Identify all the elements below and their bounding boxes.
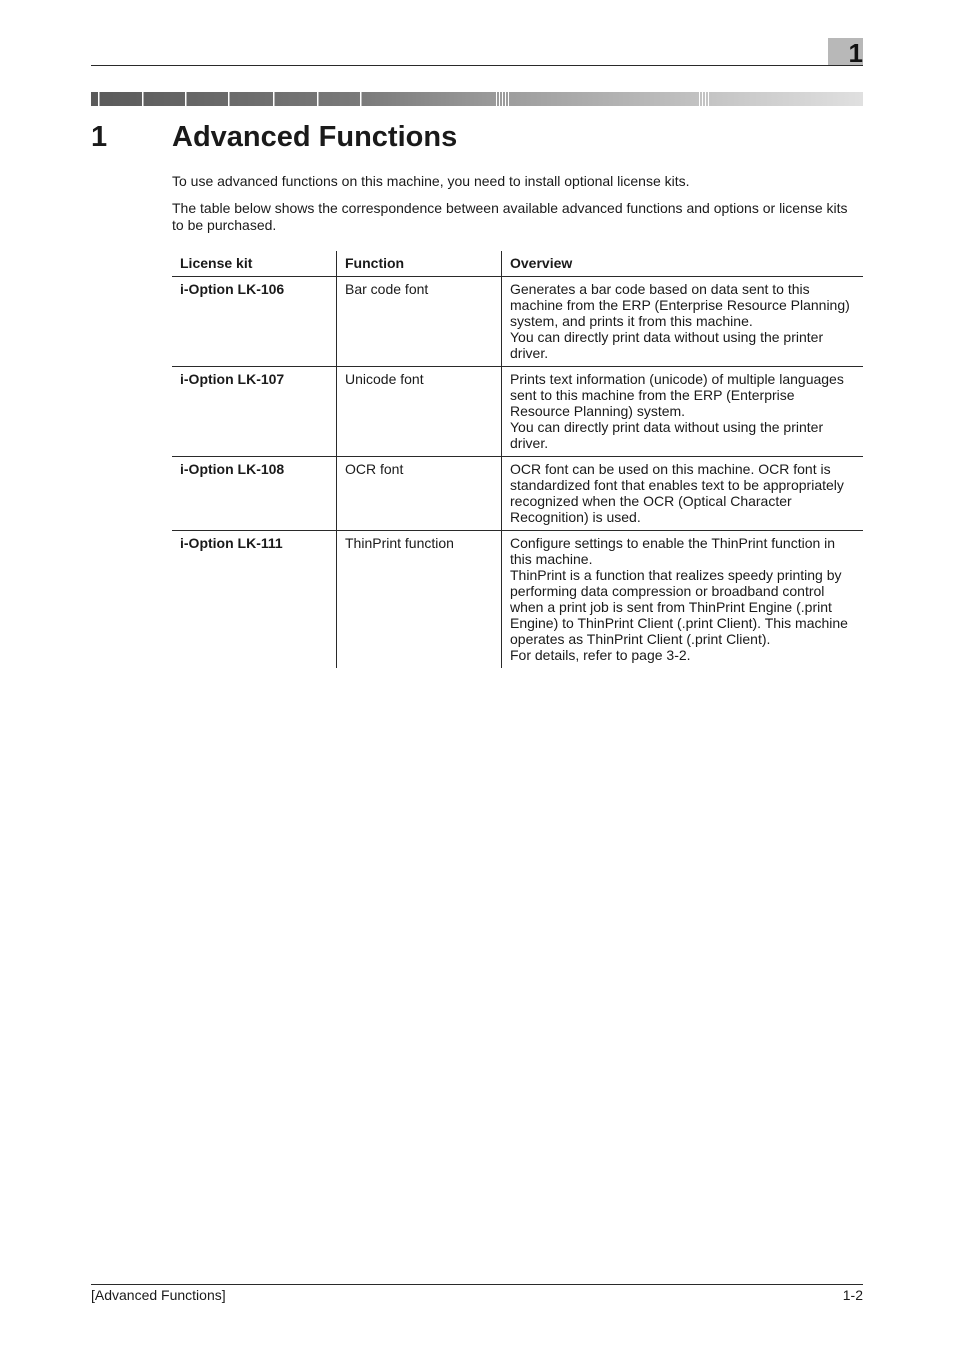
table-row [172, 530, 863, 668]
license-kit-cell: i-Option LK-107 [180, 370, 285, 387]
chapter-tab-number: 1 [848, 38, 863, 68]
overview-line: For details, refer to page 3-2. [510, 646, 691, 663]
header-rule [91, 65, 863, 66]
header-function: Function [337, 251, 502, 276]
license-kit-cell: i-Option LK-108 [180, 460, 285, 477]
table-header-row [172, 251, 863, 276]
license-kit-cell: i-Option LK-111 [180, 534, 283, 551]
overview-line: You can directly print data without using the printer driver. [510, 418, 824, 451]
overview-cell [502, 530, 864, 668]
header-license-kit: License kit [180, 255, 253, 271]
overview-line: Prints text information (unicode) of multiple languages sent to this machine from the ERP (Enterprise Resource Planning) system. [510, 370, 844, 419]
function-cell: ThinPrint function [337, 530, 502, 668]
footer-section-title: [Advanced Functions] [91, 1287, 226, 1303]
chapter-tab [828, 38, 863, 68]
overview-cell [502, 276, 864, 366]
table-row [172, 456, 863, 530]
overview-line: Generates a bar code based on data sent to this machine from the ERP (Enterprise Resource Planning) system, and prints it from this machine. [510, 280, 850, 329]
chapter-number: 1 [91, 121, 108, 153]
footer-page-number: 1-2 [842, 1287, 863, 1303]
header-overview: Overview [502, 251, 864, 276]
table-row [172, 366, 863, 456]
intro-paragraph-2: The table below shows the correspondence between available advanced functions and options or license kits to be purchased. [172, 200, 848, 233]
decorative-gradient-bar [91, 92, 863, 106]
overview-line: OCR font can be used on this machine. OCR font is standardized font that enables text to be appropriately recognized when the OCR (Optical Character Recognition) is used. [510, 460, 844, 525]
intro-paragraph-1: To use advanced functions on this machine, you need to install optional license kits. [172, 173, 690, 189]
footer-rule [91, 1284, 863, 1285]
chapter-heading [91, 118, 863, 158]
table-row [172, 276, 863, 366]
license-kit-table [172, 251, 863, 668]
function-cell: Unicode font [337, 366, 502, 456]
function-cell: Bar code font [337, 276, 502, 366]
overview-cell [502, 366, 864, 456]
chapter-title: Advanced Functions [172, 121, 458, 153]
overview-cell [502, 456, 864, 530]
overview-line: Configure settings to enable the ThinPrint function in this machine. [510, 534, 836, 567]
function-cell: OCR font [337, 456, 502, 530]
overview-line: You can directly print data without using the printer driver. [510, 328, 824, 361]
overview-line: ThinPrint is a function that realizes speedy printing by performing data compression or broadband control when a print job is sent from ThinPrint Engine (.print Engine) to ThinPrint Client (.print Client). This machine operates as ThinPrint Client (.print Client). [510, 566, 848, 647]
license-kit-cell: i-Option LK-106 [180, 280, 285, 297]
